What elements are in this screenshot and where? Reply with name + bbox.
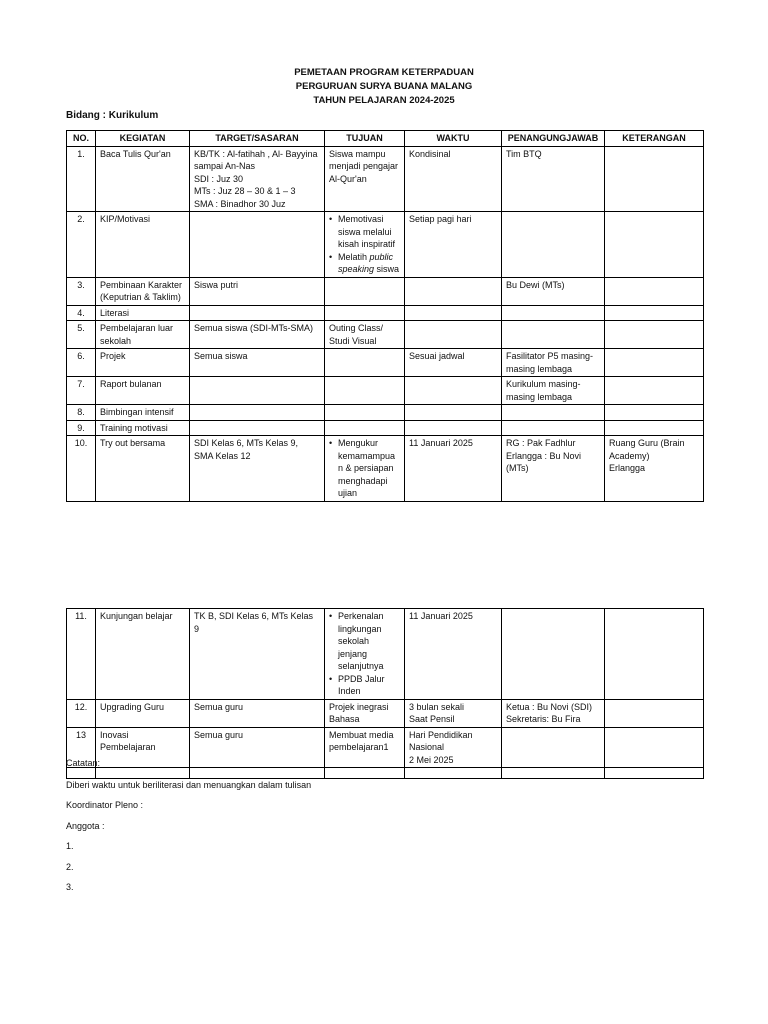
- target-line: KB/TK : Al-fatihah , Al- Bayyina sampai An-Nas: [194, 148, 318, 171]
- cell-waktu: [405, 420, 502, 436]
- cell-ket: [605, 349, 704, 377]
- cell-pj: [502, 212, 605, 278]
- cell-target: Siswa putri: [190, 277, 325, 305]
- cell-target: Semua siswa (SDI-MTs-SMA): [190, 321, 325, 349]
- waktu-line: Hari Pendidikan Nasional: [409, 729, 473, 752]
- cell-ket: [605, 305, 704, 321]
- title-line-2: PERGURUAN SURYA BUANA MALANG: [295, 81, 473, 92]
- cell-pj: [502, 405, 605, 421]
- table-row: [67, 405, 704, 421]
- target-line: SDI : Juz 30: [194, 173, 244, 184]
- table-row: [67, 321, 704, 349]
- cell-pj: [502, 727, 605, 768]
- cell-no: 6.: [67, 349, 96, 377]
- cell-tujuan: [325, 377, 405, 405]
- cell-kegiatan: Training motivasi: [96, 420, 190, 436]
- notes-line: Diberi waktu untuk beriliterasi dan menuangkan dalam tulisan: [66, 780, 312, 790]
- table-row: [67, 727, 704, 768]
- cell-waktu: 11 Januari 2025: [405, 436, 502, 502]
- cell-kegiatan: Projek: [96, 349, 190, 377]
- bidang-label: Bidang : Kurikulum: [66, 110, 159, 121]
- cell-no: 4.: [67, 305, 96, 321]
- col-header: PENANGUNGJAWAB: [502, 131, 605, 147]
- notes-koordinator: Koordinator Pleno :: [66, 800, 144, 810]
- cell-pj: Bu Dewi (MTs): [502, 277, 605, 305]
- cell-target: SDI Kelas 6, MTs Kelas 9, SMA Kelas 12: [190, 436, 325, 502]
- table-row: [67, 212, 704, 278]
- cell-ket: [605, 436, 704, 502]
- table-row: [67, 609, 704, 700]
- cell-pj: [502, 305, 605, 321]
- cell-tujuan: Projek inegrasi Bahasa: [325, 699, 405, 727]
- cell-waktu: [405, 699, 502, 727]
- cell-tujuan: [325, 420, 405, 436]
- tujuan-bullet: • Perkenalan lingkungan sekolah jenjang selanjutnya: [338, 610, 400, 673]
- notes-anggota: Anggota :: [66, 821, 105, 831]
- col-header: NO.: [67, 131, 96, 147]
- cell-tujuan: [325, 277, 405, 305]
- cell-kegiatan: Try out bersama: [96, 436, 190, 502]
- tujuan-bullet: • Memotivasi siswa melalui kisah inspiratif: [338, 213, 400, 251]
- table-row-empty: [67, 768, 704, 779]
- table-row: [67, 420, 704, 436]
- cell-pj: [502, 609, 605, 700]
- program-table-continued: [66, 608, 704, 779]
- table-row: [67, 349, 704, 377]
- cell-kegiatan: Inovasi Pembelajaran: [96, 727, 190, 768]
- cell-waktu: 11 Januari 2025: [405, 609, 502, 700]
- cell-no: 5.: [67, 321, 96, 349]
- table-row: [67, 305, 704, 321]
- cell-target: Semua siswa: [190, 349, 325, 377]
- cell-tujuan: [325, 212, 405, 278]
- cell-waktu: [405, 377, 502, 405]
- cell-pj: [502, 436, 605, 502]
- cell-pj: [502, 699, 605, 727]
- cell-kegiatan: Pembinaan Karakter (Keputrian & Taklim): [96, 277, 190, 305]
- cell-tujuan: [325, 349, 405, 377]
- cell-ket: [605, 277, 704, 305]
- cell-pj: Fasilitator P5 masing-masing lembaga: [502, 349, 605, 377]
- cell-ket: [605, 146, 704, 212]
- cell-target: [190, 420, 325, 436]
- cell-no: 9.: [67, 420, 96, 436]
- cell-no: 2.: [67, 212, 96, 278]
- cell-target: [190, 212, 325, 278]
- pj-line: RG : Pak Fadhlur: [506, 438, 576, 448]
- cell-kegiatan: Kunjungan belajar: [96, 609, 190, 700]
- cell-no: 8.: [67, 405, 96, 421]
- target-line: MTs : Juz 28 – 30 & 1 – 3: [194, 186, 296, 196]
- cell-tujuan: Membuat media pembelajaran1: [325, 727, 405, 768]
- pj-line: Sekretaris: Bu Fira: [506, 714, 581, 724]
- cell-pj: [502, 420, 605, 436]
- cell-target: [190, 377, 325, 405]
- pj-line: Ketua : Bu Novi (SDI): [506, 701, 593, 712]
- cell-tujuan: [325, 305, 405, 321]
- cell-ket: [605, 321, 704, 349]
- waktu-line: Saat Pensil: [409, 714, 455, 724]
- cell-ket: [605, 727, 704, 768]
- table-row: [67, 277, 704, 305]
- cell-ket: [605, 377, 704, 405]
- cell-tujuan: [325, 609, 405, 700]
- cell-waktu: Sesuai jadwal: [405, 349, 502, 377]
- cell-no: 13: [67, 727, 96, 768]
- cell-pj: Tim BTQ: [502, 146, 605, 212]
- cell-waktu: Kondisinal: [405, 146, 502, 212]
- ket-line: Erlangga: [609, 463, 646, 473]
- notes-catatan: Catatan:: [66, 758, 101, 768]
- target-line: SMA : Binadhor 30 Juz: [194, 198, 286, 209]
- col-header: WAKTU: [405, 131, 502, 147]
- cell-tujuan: Outing Class/ Studi Visual: [325, 321, 405, 349]
- cell-kegiatan: Literasi: [96, 305, 190, 321]
- col-header: TUJUAN: [325, 131, 405, 147]
- cell-target: [190, 146, 325, 212]
- cell-no: 3.: [67, 277, 96, 305]
- table-row: [67, 377, 704, 405]
- cell-pj: [502, 321, 605, 349]
- cell-no: 10.: [67, 436, 96, 502]
- cell-waktu: Setiap pagi hari: [405, 212, 502, 278]
- title-line-3: TAHUN PELAJARAN 2024-2025: [313, 95, 455, 106]
- ket-line: Ruang Guru (Brain Academy): [609, 438, 685, 461]
- cell-target: Semua guru: [190, 727, 325, 768]
- cell-target: Semua guru: [190, 699, 325, 727]
- tujuan-bullet: • PPDB Jalur Inden: [338, 673, 400, 698]
- cell-waktu: [405, 727, 502, 768]
- tujuan-bullet: • Melatih public speaking siswa: [338, 251, 400, 276]
- cell-tujuan: [325, 405, 405, 421]
- cell-waktu: [405, 277, 502, 305]
- cell-no: 1.: [67, 146, 96, 212]
- cell-target: TK B, SDI Kelas 6, MTs Kelas 9: [190, 609, 325, 700]
- cell-waktu: [405, 305, 502, 321]
- cell-no: 11.: [67, 609, 96, 700]
- table-row: [67, 699, 704, 727]
- notes-number: 3.: [66, 882, 74, 892]
- col-header: TARGET/SASARAN: [190, 131, 325, 147]
- cell-ket: [605, 699, 704, 727]
- waktu-line: 3 bulan sekali: [409, 701, 465, 712]
- title-line-1: PEMETAAN PROGRAM KETERPADUAN: [294, 67, 474, 78]
- cell-pj: Kurikulum masing-masing lembaga: [502, 377, 605, 405]
- cell-kegiatan: Raport bulanan: [96, 377, 190, 405]
- table-row: [67, 436, 704, 502]
- cell-kegiatan: Upgrading Guru: [96, 699, 190, 727]
- table-row: [67, 146, 704, 212]
- cell-tujuan: Siswa mampu menjadi pengajar Al-Qur'an: [325, 146, 405, 212]
- cell-ket: [605, 420, 704, 436]
- notes-number: 1.: [66, 841, 74, 851]
- col-header: KETERANGAN: [605, 131, 704, 147]
- notes-number: 2.: [66, 862, 74, 872]
- col-header: KEGIATAN: [96, 131, 190, 147]
- cell-waktu: [405, 405, 502, 421]
- cell-tujuan: [325, 436, 405, 502]
- program-table: [66, 130, 704, 502]
- cell-no: 7.: [67, 377, 96, 405]
- cell-target: [190, 405, 325, 421]
- cell-ket: [605, 212, 704, 278]
- waktu-line: 2 Mei 2025: [409, 754, 454, 765]
- cell-waktu: [405, 321, 502, 349]
- document-title: [0, 66, 768, 108]
- cell-kegiatan: Baca Tulis Qur'an: [96, 146, 190, 212]
- cell-ket: [605, 609, 704, 700]
- table-header-row: [67, 131, 704, 147]
- cell-no: 12.: [67, 699, 96, 727]
- tujuan-bullet: • Mengukur kemamampuan & persiapan menghadapi ujian: [338, 437, 400, 500]
- cell-kegiatan: Bimbingan intensif: [96, 405, 190, 421]
- pj-line: Erlangga : Bu Novi (MTs): [506, 450, 582, 473]
- cell-kegiatan: Pembelajaran luar sekolah: [96, 321, 190, 349]
- cell-target: [190, 305, 325, 321]
- cell-ket: [605, 405, 704, 421]
- cell-kegiatan: KIP/Motivasi: [96, 212, 190, 278]
